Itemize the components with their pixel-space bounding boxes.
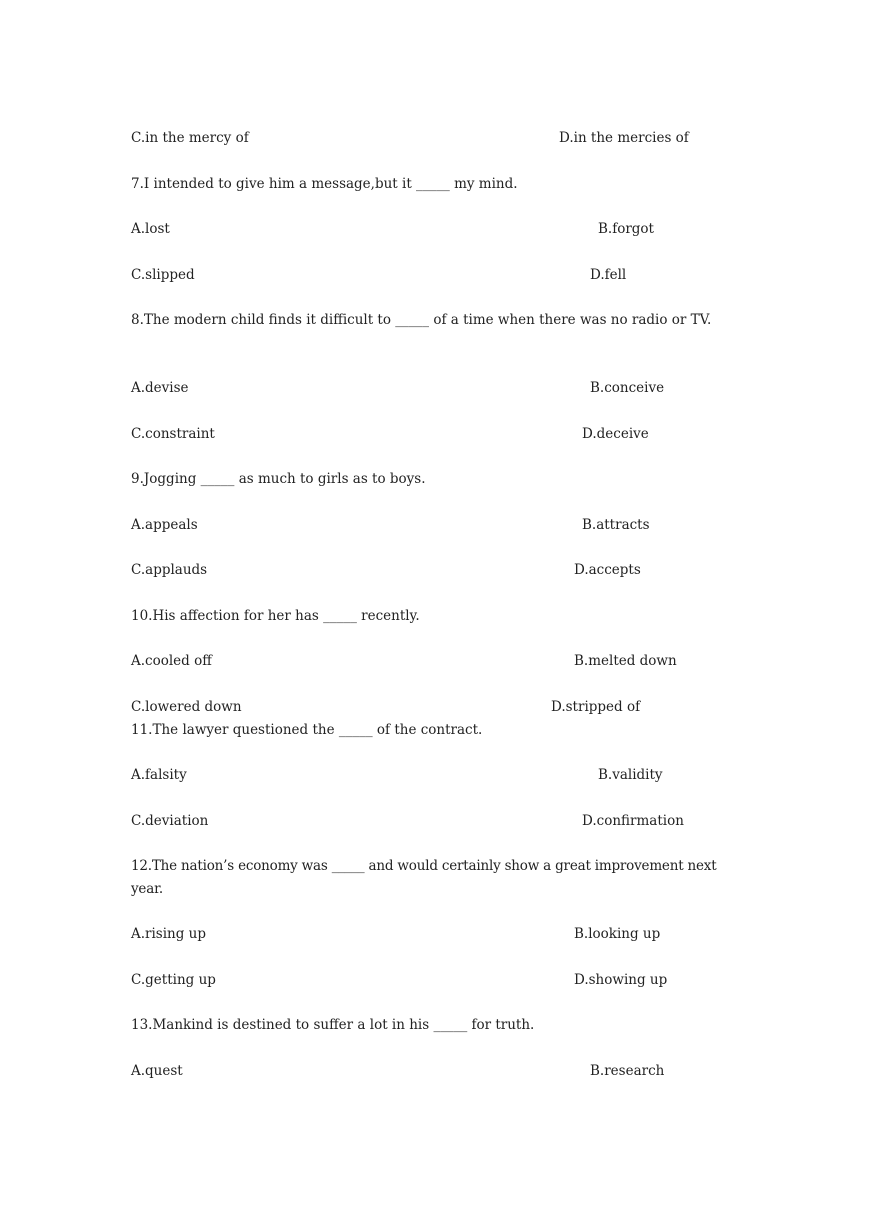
- option-text: C.lowered down: [131, 699, 242, 715]
- option-text: D.in the mercies of: [559, 130, 689, 146]
- option-text: C.deviation: [131, 813, 209, 829]
- option-text: B.looking up: [574, 926, 661, 942]
- option-text: A.appeals: [131, 517, 198, 533]
- option-text: A.cooled off: [131, 653, 212, 669]
- option-text: D.confirmation: [582, 813, 684, 829]
- option-text: A.quest: [131, 1063, 183, 1079]
- question-text: 13.Mankind is destined to suffer a lot in his _____ for truth.: [131, 1017, 535, 1033]
- question-text: 11.The lawyer questioned the _____ of the contract.: [131, 722, 483, 738]
- option-text: C.in the mercy of: [131, 130, 249, 146]
- option-text: B.attracts: [582, 517, 650, 533]
- option-text: D.deceive: [582, 426, 649, 442]
- option-text: A.falsity: [131, 767, 187, 783]
- question-text: 10.His affection for her has _____ recently.: [131, 608, 420, 624]
- question-text: 8.The modern child finds it difficult to _____ of a time when there was no radio or TV.: [131, 312, 712, 328]
- option-text: C.applauds: [131, 562, 208, 578]
- option-text: B.forgot: [598, 221, 654, 237]
- option-text: C.constraint: [131, 426, 215, 442]
- option-text: A.lost: [131, 221, 170, 237]
- option-text: B.melted down: [574, 653, 677, 669]
- option-text: D.fell: [590, 267, 627, 283]
- option-text: C.slipped: [131, 267, 195, 283]
- question-text: 12.The nation’s economy was _____ and would certainly show a great improvement next year.: [131, 858, 717, 897]
- option-text: D.showing up: [574, 972, 668, 988]
- option-text: B.research: [590, 1063, 665, 1079]
- question-text: 7.I intended to give him a message,but it _____ my mind.: [131, 176, 518, 192]
- option-text: B.conceive: [590, 380, 665, 396]
- option-text: B.validity: [598, 767, 663, 783]
- option-text: C.getting up: [131, 972, 216, 988]
- option-text: D.stripped of: [551, 699, 641, 715]
- option-text: A.devise: [131, 380, 189, 396]
- option-text: D.accepts: [574, 562, 641, 578]
- question-text: 9.Jogging _____ as much to girls as to boys.: [131, 471, 426, 487]
- option-text: A.rising up: [131, 926, 207, 942]
